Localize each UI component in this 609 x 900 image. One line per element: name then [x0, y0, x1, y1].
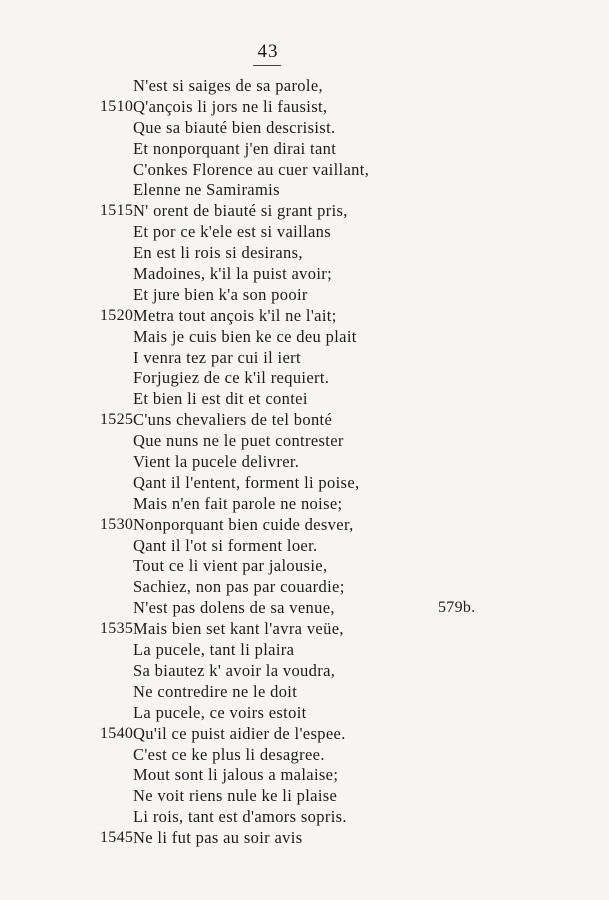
- line-number: 1545: [100, 829, 134, 847]
- verse-text: Que nuns ne le puet contrester: [133, 431, 344, 451]
- verse-text: Elenne ne Samiramis: [133, 180, 280, 200]
- verse-text: I venra tez par cui il iert: [133, 347, 301, 367]
- verse-text: Li rois, tant est d'amors sopris.: [133, 807, 347, 827]
- verse-text: Et jure bien k'a son pooir: [133, 284, 308, 304]
- verse-line: [0, 640, 609, 661]
- verse-text: Madoines, k'il la puist avoir;: [133, 264, 333, 284]
- verse-line: [0, 118, 609, 139]
- verse-text: Qant il l'ot si forment loer.: [133, 535, 318, 555]
- verse-text: N' orent de biauté si grant pris,: [133, 201, 348, 221]
- verse-line: [0, 682, 609, 703]
- verse-text: Mais n'en fait parole ne noise;: [133, 493, 343, 513]
- verse-text: Tout ce li vient par jalousie,: [133, 556, 328, 576]
- verse-text: Que sa biauté bien descrisist.: [133, 117, 336, 137]
- verse-line: [0, 765, 609, 786]
- verse-text: La pucele, tant li plaira: [133, 640, 295, 660]
- verse-line: [0, 828, 609, 849]
- verse-text: Nonporquant bien cuide desver,: [133, 514, 354, 534]
- page-number: 43: [257, 41, 279, 62]
- verse-line: [0, 807, 609, 828]
- verse-text: Mais bien set kant l'avra veüe,: [133, 619, 344, 639]
- line-number: 1515: [100, 202, 134, 220]
- line-number: 1535: [100, 620, 134, 638]
- verse-text: Q'ançois li jors ne li fausist,: [133, 96, 328, 116]
- verse-text: N'est si saiges de sa parole,: [133, 76, 323, 95]
- verse-line: [0, 703, 609, 724]
- line-number: 1540: [100, 724, 134, 742]
- verse-line: [0, 556, 609, 577]
- verse-text: Sachiez, non pas par couardie;: [133, 577, 345, 597]
- verse-line: [0, 264, 609, 285]
- verse-line: [0, 431, 609, 452]
- line-number: 1525: [100, 411, 134, 429]
- verse-text: C'uns chevaliers de tel bonté: [133, 410, 333, 430]
- verse-line: [0, 97, 609, 118]
- verse-text: C'est ce ke plus li desagree.: [133, 744, 325, 764]
- verse-block: [0, 76, 609, 849]
- verse-text: Ne contredire ne le doit: [133, 681, 298, 701]
- verse-line: [0, 222, 609, 243]
- verse-line: [0, 327, 609, 348]
- verse-line: [0, 598, 609, 619]
- verse-line: [0, 536, 609, 557]
- verse-text: Qu'il ce puist aidier de l'espee.: [133, 723, 346, 743]
- verse-line: [0, 285, 609, 306]
- verse-line: [0, 76, 609, 97]
- verse-line: [0, 201, 609, 222]
- verse-text: Et nonporquant j'en dirai tant: [133, 138, 337, 158]
- line-number: 1510: [100, 97, 134, 115]
- verse-line: [0, 745, 609, 766]
- page-number-rule: [253, 65, 281, 66]
- verse-line: [0, 306, 609, 327]
- verse-text: Mout sont li jalous a malaise;: [133, 765, 339, 785]
- verse-line: [0, 452, 609, 473]
- verse-line: [0, 410, 609, 431]
- verse-line: [0, 139, 609, 160]
- verse-text: La pucele, ce voirs estoit: [133, 702, 307, 722]
- verse-text: C'onkes Florence au cuer vaillant,: [133, 159, 370, 179]
- verse-line: [0, 619, 609, 640]
- margin-note: 579b.: [438, 599, 476, 617]
- verse-line: [0, 348, 609, 369]
- verse-text: Mais je cuis bien ke ce deu plait: [133, 326, 357, 346]
- verse-line: [0, 473, 609, 494]
- line-number: 1520: [100, 306, 134, 324]
- verse-text: En est li rois si desirans,: [133, 243, 303, 263]
- verse-line: [0, 389, 609, 410]
- verse-text: Ne voit riens nule ke li plaise: [133, 786, 338, 806]
- verse-line: [0, 661, 609, 682]
- verse-line: [0, 243, 609, 264]
- verse-line: [0, 515, 609, 536]
- verse-text: Vient la pucele delivrer.: [133, 452, 300, 472]
- verse-text: Ne li fut pas au soir avis: [133, 828, 303, 848]
- verse-text: N'est pas dolens de sa venue,: [133, 598, 335, 618]
- verse-line: [0, 786, 609, 807]
- verse-text: Metra tout ançois k'il ne l'ait;: [133, 305, 337, 325]
- verse-line: [0, 494, 609, 515]
- verse-text: Et por ce k'ele est si vaillans: [133, 222, 332, 242]
- verse-line: [0, 577, 609, 598]
- verse-line: [0, 160, 609, 181]
- verse-text: Sa biautez k' avoir la voudra,: [133, 660, 336, 680]
- verse-line: [0, 180, 609, 201]
- verse-text: Et bien li est dit et contei: [133, 389, 308, 409]
- verse-text: Qant il l'entent, forment li poise,: [133, 472, 360, 492]
- line-number: 1530: [100, 515, 134, 533]
- verse-line: [0, 368, 609, 389]
- verse-line: [0, 724, 609, 745]
- verse-text: Forjugiez de ce k'il requiert.: [133, 368, 330, 388]
